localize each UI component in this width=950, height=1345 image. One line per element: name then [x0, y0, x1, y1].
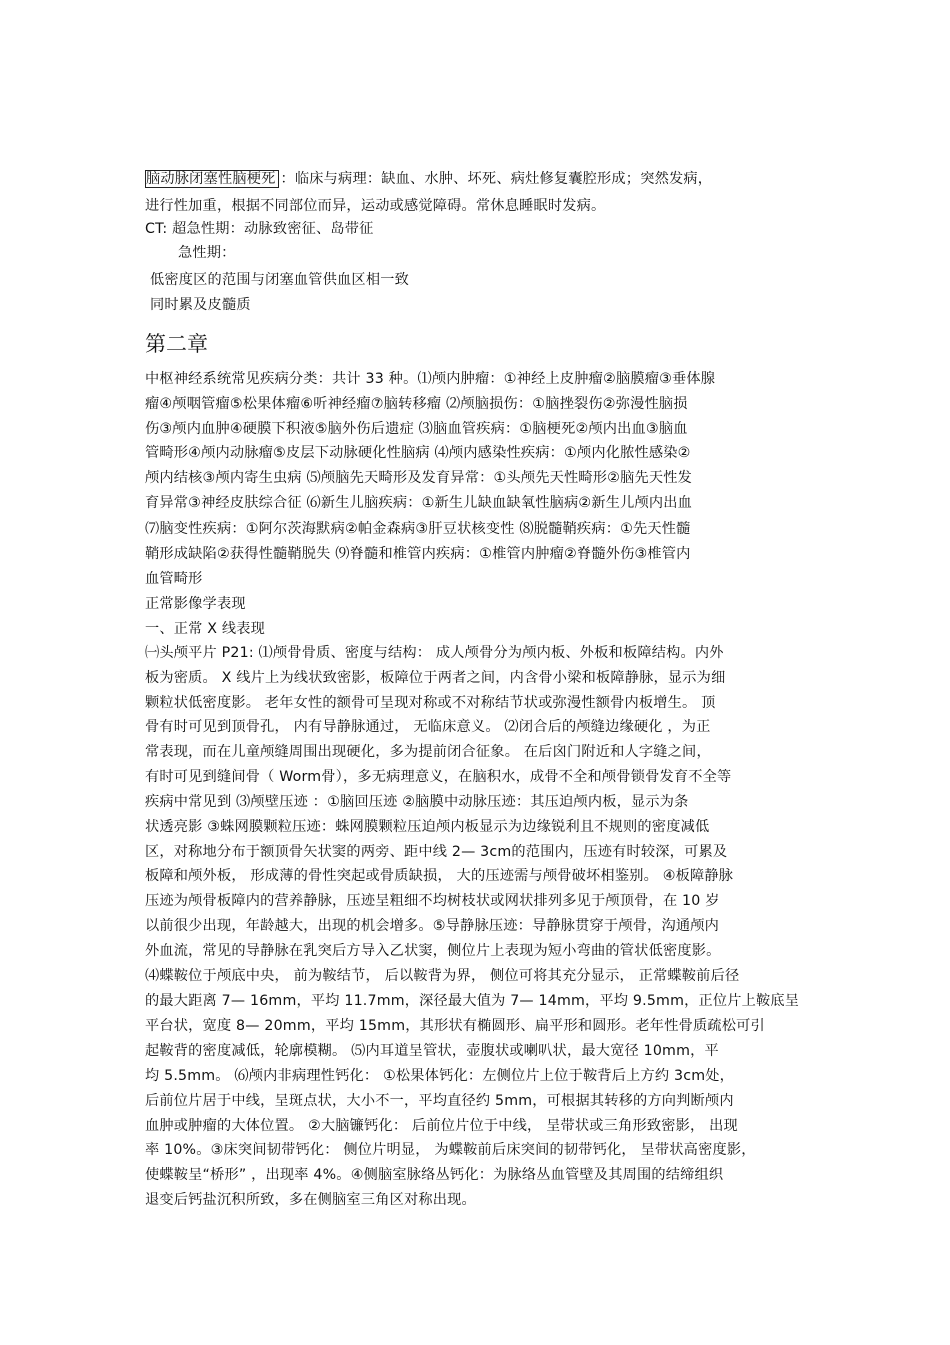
body-line: 育异常③神经皮肤综合征 ⑹新生儿脑疾病：①新生儿缺血缺氧性脑病②新生儿颅内出血	[145, 495, 693, 511]
body-line: 鞘形成缺陷②获得性髓鞘脱失 ⑼脊髓和椎管内疾病：①椎管内肿瘤②脊髓外伤③椎管内	[145, 546, 691, 562]
body-line: 压迹为颅骨板障内的营养静脉，压迹呈粗细不均树枝状或网状排列多见于颅顶骨，在 10 岁	[145, 893, 720, 909]
chapter-title: 第二章	[145, 332, 208, 356]
intro-line-3: CT: 超急性期：动脉致密征、岛带征	[145, 221, 374, 237]
body-line: 区，对称地分布于额顶骨矢状窦的两旁、距中线 2— 3cm的范围内，压迹有时较深，可累及	[145, 844, 728, 860]
body-line: 管畸形④颅内动脉瘤⑤皮层下动脉硬化性脑病 ⑷颅内感染性疾病：①颅内化脓性感染②	[145, 445, 691, 461]
section-heading: 正常影像学表现	[145, 596, 246, 612]
body-line: ⑷蝶鞍位于颅底中央， 前为鞍结节， 后以鞍背为界， 侧位可将其充分显示， 正常蝶鞍前后径	[145, 968, 740, 984]
body-line: 中枢神经系统常见疾病分类：共计 33 种。⑴颅内肿瘤：①神经上皮肿瘤②脑膜瘤③垂体腺	[145, 371, 716, 387]
body-line: 有时可见到缝间骨（ Worm骨），多无病理意义，在脑积水，成骨不全和颅骨锁骨发育不全等	[145, 769, 732, 785]
body-line: 疾病中常见到 ⑶颅壁压迹 ：①脑回压迹 ②脑膜中动脉压迹：其压迫颅内板，显示为条	[145, 794, 689, 810]
body-line: 板障和颅外板， 形成薄的骨性突起或骨质缺损， 大的压迹需与颅骨破坏相鉴别。 ④板障静脉	[145, 868, 734, 884]
intro-line-4: 急性期：	[178, 245, 236, 261]
body-line: 均 5.5mm。 ⑹颅内非病理性钙化： ①松果体钙化：左侧位片上位于鞍背后上方约 3cm处，	[145, 1068, 734, 1084]
body-line: ㈠头颅平片 P21: ⑴颅骨骨质、密度与结构： 成人颅骨分为颅内板、外板和板障结构。内外	[145, 645, 724, 661]
body-line: 血肿或肿瘤的大体位置。 ②大脑镰钙化： 后前位片位于中线， 呈带状或三角形致密影， 出现	[145, 1118, 738, 1134]
body-line: 板为密质。 X 线片上为线状致密影，板障位于两者之间，内含骨小梁和板障静脉，显示为细	[145, 670, 726, 686]
body-line: 的最大距离 7— 16mm，平均 11.7mm，深径最大值为 7— 14mm，平均 9.5mm，正位片上鞍底呈	[145, 993, 800, 1009]
body-line: 伤③颅内血肿④硬膜下积液⑤脑外伤后遗症 ⑶脑血管疾病：①脑梗死②颅内出血③脑血	[145, 421, 688, 437]
body-line: 平台状，宽度 8— 20mm，平均 15mm，其形状有椭圆形、扁平形和圆形。老年性骨质疏松可引	[145, 1018, 765, 1034]
intro-line-1	[145, 169, 712, 189]
intro-line-2: 进行性加重，根据不同部位而异，运动或感觉障碍。常休息睡眠时发病。	[145, 198, 606, 214]
body-line: 后前位片居于中线，呈斑点状，大小不一，平均直径约 5mm，可根据其转移的方向判断颅内	[145, 1093, 734, 1109]
body-line: 血管畸形	[145, 571, 203, 587]
intro-line-6: 同时累及皮髓质	[150, 297, 251, 313]
body-line: 状透亮影 ③蛛网膜颗粒压迹：蛛网膜颗粒压迫颅内板显示为边缘锐利且不规则的密度减低	[145, 819, 710, 835]
subsection-heading: 一、正常 X 线表现	[145, 621, 266, 637]
body-line: 退变后钙盐沉积所致，多在侧脑室三角区对称出现。	[145, 1192, 476, 1208]
body-line: 瘤④颅咽管瘤⑤松果体瘤⑥听神经瘤⑦脑转移瘤 ⑵颅脑损伤：①脑挫裂伤②弥漫性脑损	[145, 396, 688, 412]
body-line: 以前很少出现，年龄越大，出现的机会增多。⑤导静脉压迹：导静脉贯穿于颅骨，沟通颅内	[145, 918, 720, 934]
body-line: 颅内结核③颅内寄生虫病 ⑸颅脑先天畸形及发育异常：①头颅先天性畸形②脑先天性发	[145, 470, 693, 486]
intro-line-1-text: ：临床与病理：缺血、水肿、坏死、病灶修复囊腔形成；突然发病，	[280, 171, 713, 187]
body-line: 起鞍背的密度减低，轮廓模糊。 ⑸内耳道呈管状，壶腹状或喇叭状，最大宽径 10mm，平	[145, 1043, 719, 1059]
body-line: 颗粒状低密度影。 老年女性的额骨可呈现对称或不对称结节状或弥漫性额骨内板增生。 顶	[145, 695, 716, 711]
body-line: 常表现，而在儿童颅缝周围出现硬化，多为提前闭合征象。 在后囟门附近和人字缝之间，	[145, 744, 711, 760]
body-line: 率 10%。③床突间韧带钙化： 侧位片明显， 为蝶鞍前后床突间的韧带钙化， 呈带状高密度影，	[145, 1142, 756, 1158]
body-line: 骨有时可见到顶骨孔， 内有导静脉通过， 无临床意义。 ⑵闭合后的颅缝边缘硬化 ，为正	[145, 719, 711, 735]
intro-line-5: 低密度区的范围与闭塞血管供血区相一致	[150, 272, 409, 288]
body-line: 外血流，常见的导静脉在乳突后方导入乙状窦，侧位片上表现为短小弯曲的管状低密度影。	[145, 943, 721, 959]
body-line: 使蝶鞍呈“桥形” ，出现率 4%。④侧脑室脉络丛钙化：为脉络丛血管壁及其周围的结缔组织	[145, 1167, 724, 1183]
boxed-term: 脑动脉闭塞性脑梗死	[145, 170, 279, 188]
body-line: ⑺脑变性疾病：①阿尔茨海默病②帕金森病③肝豆状核变性 ⑻脱髓鞘疾病：①先天性髓	[145, 521, 691, 537]
